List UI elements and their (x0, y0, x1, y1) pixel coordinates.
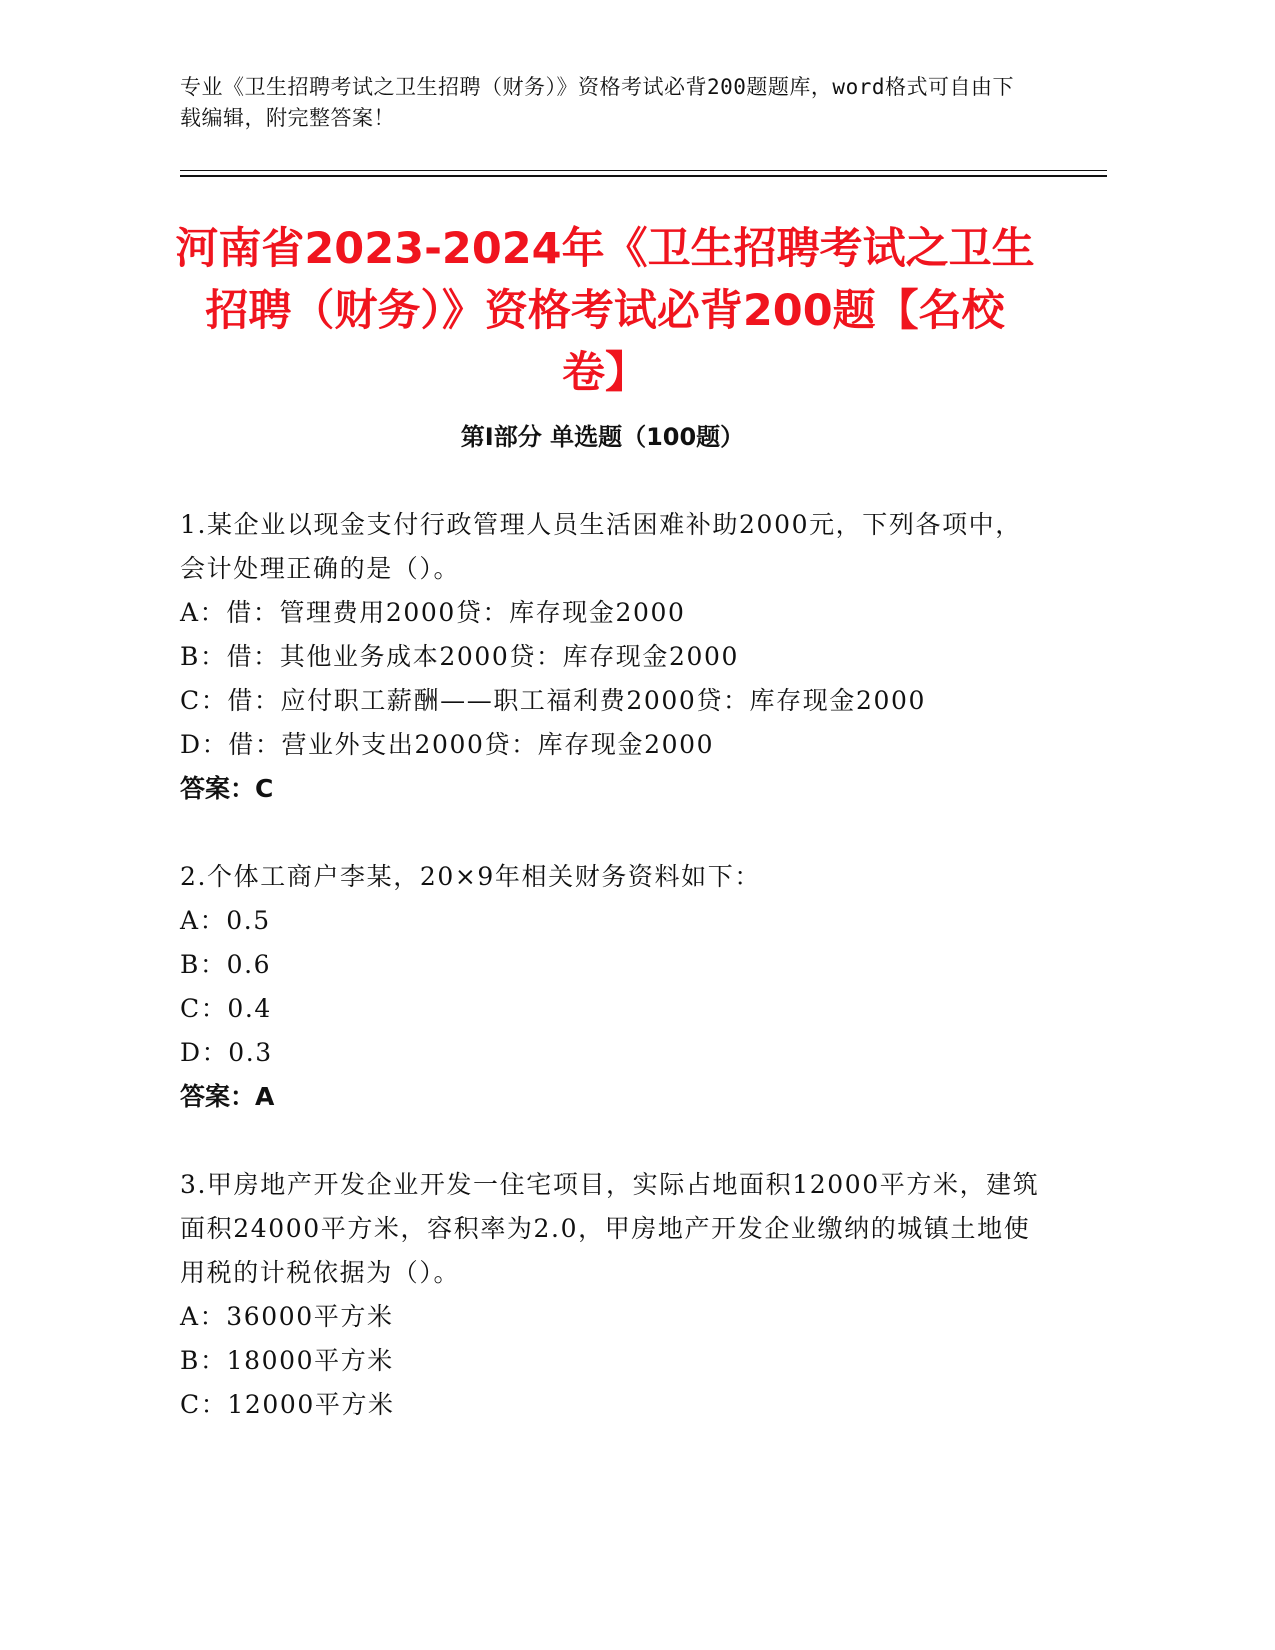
option-b: B：借：其他业务成本2000贷：库存现金2000 (180, 642, 740, 671)
question-stem: 1.某企业以现金支付行政管理人员生活困难补助2000元，下列各项中，会计处理正确的是（）。 (180, 510, 1022, 583)
header-note: 专业《卫生招聘考试之卫生招聘（财务）》资格考试必背200题题库，word格式可自由下载编辑，附完整答案！ (180, 75, 1014, 130)
question-2 (180, 855, 1040, 1119)
section-title: 第I部分 单选题（100题） (460, 423, 745, 451)
header-divider-thick (180, 175, 1107, 177)
option-d: D：借：营业外支出2000贷：库存现金2000 (180, 730, 715, 759)
option-d: D：0.3 (180, 1038, 273, 1067)
option-a: A：36000平方米 (180, 1302, 394, 1331)
option-c: C：12000平方米 (180, 1390, 395, 1419)
option-a: A：借：管理费用2000贷：库存现金2000 (180, 598, 686, 627)
question-stem: 2.个体工商户李某，20×9年相关财务资料如下： (180, 862, 761, 891)
option-a: A：0.5 (180, 906, 271, 935)
answer-line: 答案：C (180, 774, 274, 803)
answer-line: 答案：A (180, 1082, 275, 1111)
header-divider-thin (180, 170, 1107, 171)
question-list (180, 503, 1040, 1471)
option-b: B：0.6 (180, 950, 272, 979)
option-c: C：0.4 (180, 994, 272, 1023)
question-stem: 3.甲房地产开发企业开发一住宅项目，实际占地面积12000平方米，建筑面积24000平方米，容积率为2.0，甲房地产开发企业缴纳的城镇土地使用税的计税依据为（）。 (180, 1170, 1040, 1287)
question-3 (180, 1163, 1040, 1427)
question-1 (180, 503, 1040, 811)
document-title: 河南省2023-2024年《卫生招聘考试之卫生招聘（财务）》资格考试必背200题【名校卷】 (175, 224, 1035, 398)
option-c: C：借：应付职工薪酬——职工福利费2000贷：库存现金2000 (180, 686, 926, 715)
option-b: B：18000平方米 (180, 1346, 394, 1375)
